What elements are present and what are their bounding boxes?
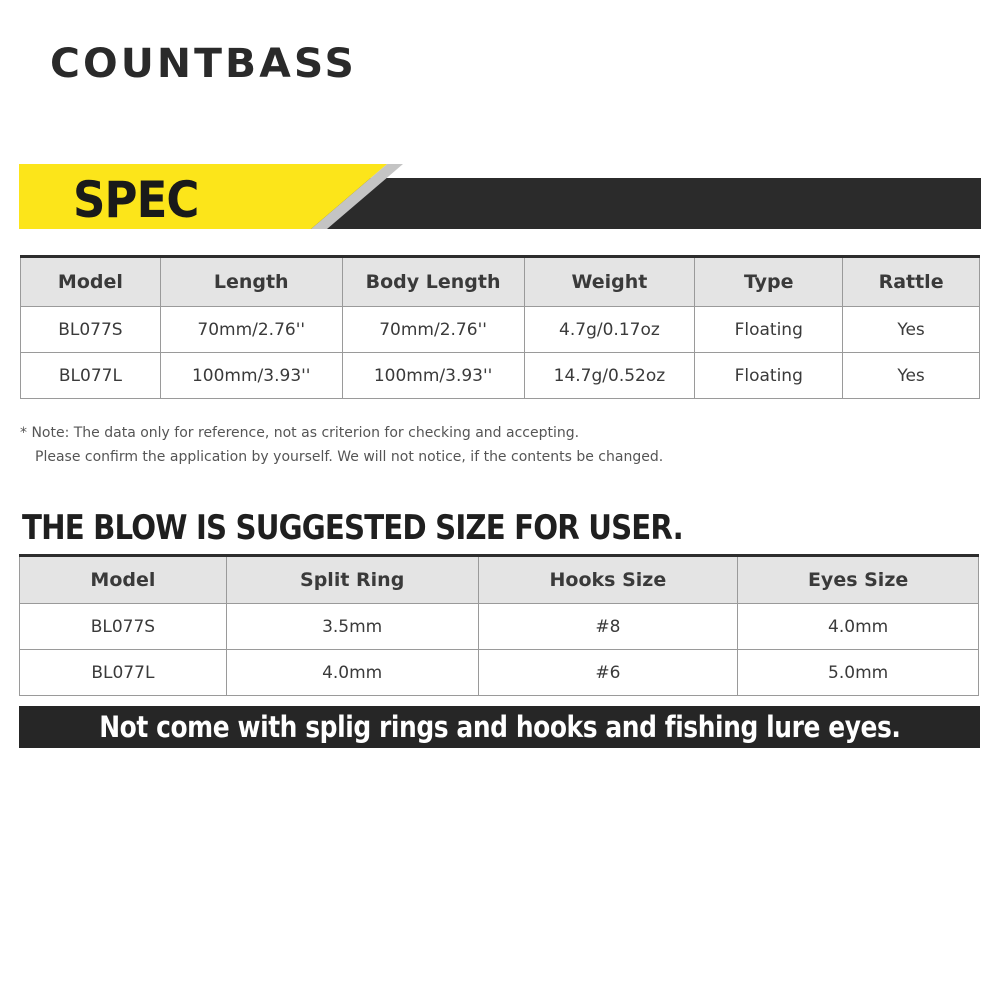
brand-logo: COUNTBASS	[50, 41, 357, 87]
spec-cell-rattle: Yes	[843, 307, 980, 353]
note-line-2: Please confirm the application by yourself. We will not notice, if the contents be changed.	[35, 449, 664, 465]
spec-header-body-length: Body Length	[342, 257, 524, 307]
size-table-header-row	[20, 556, 979, 604]
spec-cell-weight: 4.7g/0.17oz	[524, 307, 695, 353]
spec-cell-model: BL077L	[21, 353, 161, 399]
no-accessories-text: Not come with splig rings and hooks and fishing lure eyes.	[98, 710, 901, 744]
size-cell-model: BL077S	[20, 604, 227, 650]
spec-cell-body-length: 100mm/3.93''	[342, 353, 524, 399]
spec-header-length: Length	[160, 257, 342, 307]
spec-header-type: Type	[695, 257, 843, 307]
note-line-1: * Note: The data only for reference, not as criterion for checking and accepting.	[20, 425, 580, 441]
table-row	[21, 307, 980, 353]
spec-table-header-row	[21, 257, 980, 307]
suggested-size-table	[19, 554, 979, 696]
spec-dark-band	[281, 178, 981, 229]
size-header-model: Model	[20, 556, 227, 604]
spec-header-weight: Weight	[524, 257, 695, 307]
spec-title: SPEC	[73, 171, 199, 229]
size-cell-split-ring: 4.0mm	[226, 650, 478, 696]
size-cell-hooks-size: #6	[478, 650, 738, 696]
spec-cell-type: Floating	[695, 307, 843, 353]
size-cell-eyes-size: 4.0mm	[738, 604, 979, 650]
size-header-hooks-size: Hooks Size	[478, 556, 738, 604]
size-cell-split-ring: 3.5mm	[226, 604, 478, 650]
table-row	[20, 650, 979, 696]
size-header-split-ring: Split Ring	[226, 556, 478, 604]
spec-cell-weight: 14.7g/0.52oz	[524, 353, 695, 399]
spec-header-rattle: Rattle	[843, 257, 980, 307]
size-cell-model: BL077L	[20, 650, 227, 696]
size-cell-eyes-size: 5.0mm	[738, 650, 979, 696]
spec-cell-model: BL077S	[21, 307, 161, 353]
spec-table	[20, 255, 980, 399]
spec-header-model: Model	[21, 257, 161, 307]
size-header-eyes-size: Eyes Size	[738, 556, 979, 604]
spec-cell-rattle: Yes	[843, 353, 980, 399]
spec-cell-body-length: 70mm/2.76''	[342, 307, 524, 353]
spec-cell-type: Floating	[695, 353, 843, 399]
size-cell-hooks-size: #8	[478, 604, 738, 650]
table-row	[21, 353, 980, 399]
suggested-size-title: THE BLOW IS SUGGESTED SIZE FOR USER.	[22, 508, 683, 548]
spec-cell-length: 70mm/2.76''	[160, 307, 342, 353]
table-row	[20, 604, 979, 650]
spec-cell-length: 100mm/3.93''	[160, 353, 342, 399]
no-accessories-banner	[19, 706, 980, 748]
